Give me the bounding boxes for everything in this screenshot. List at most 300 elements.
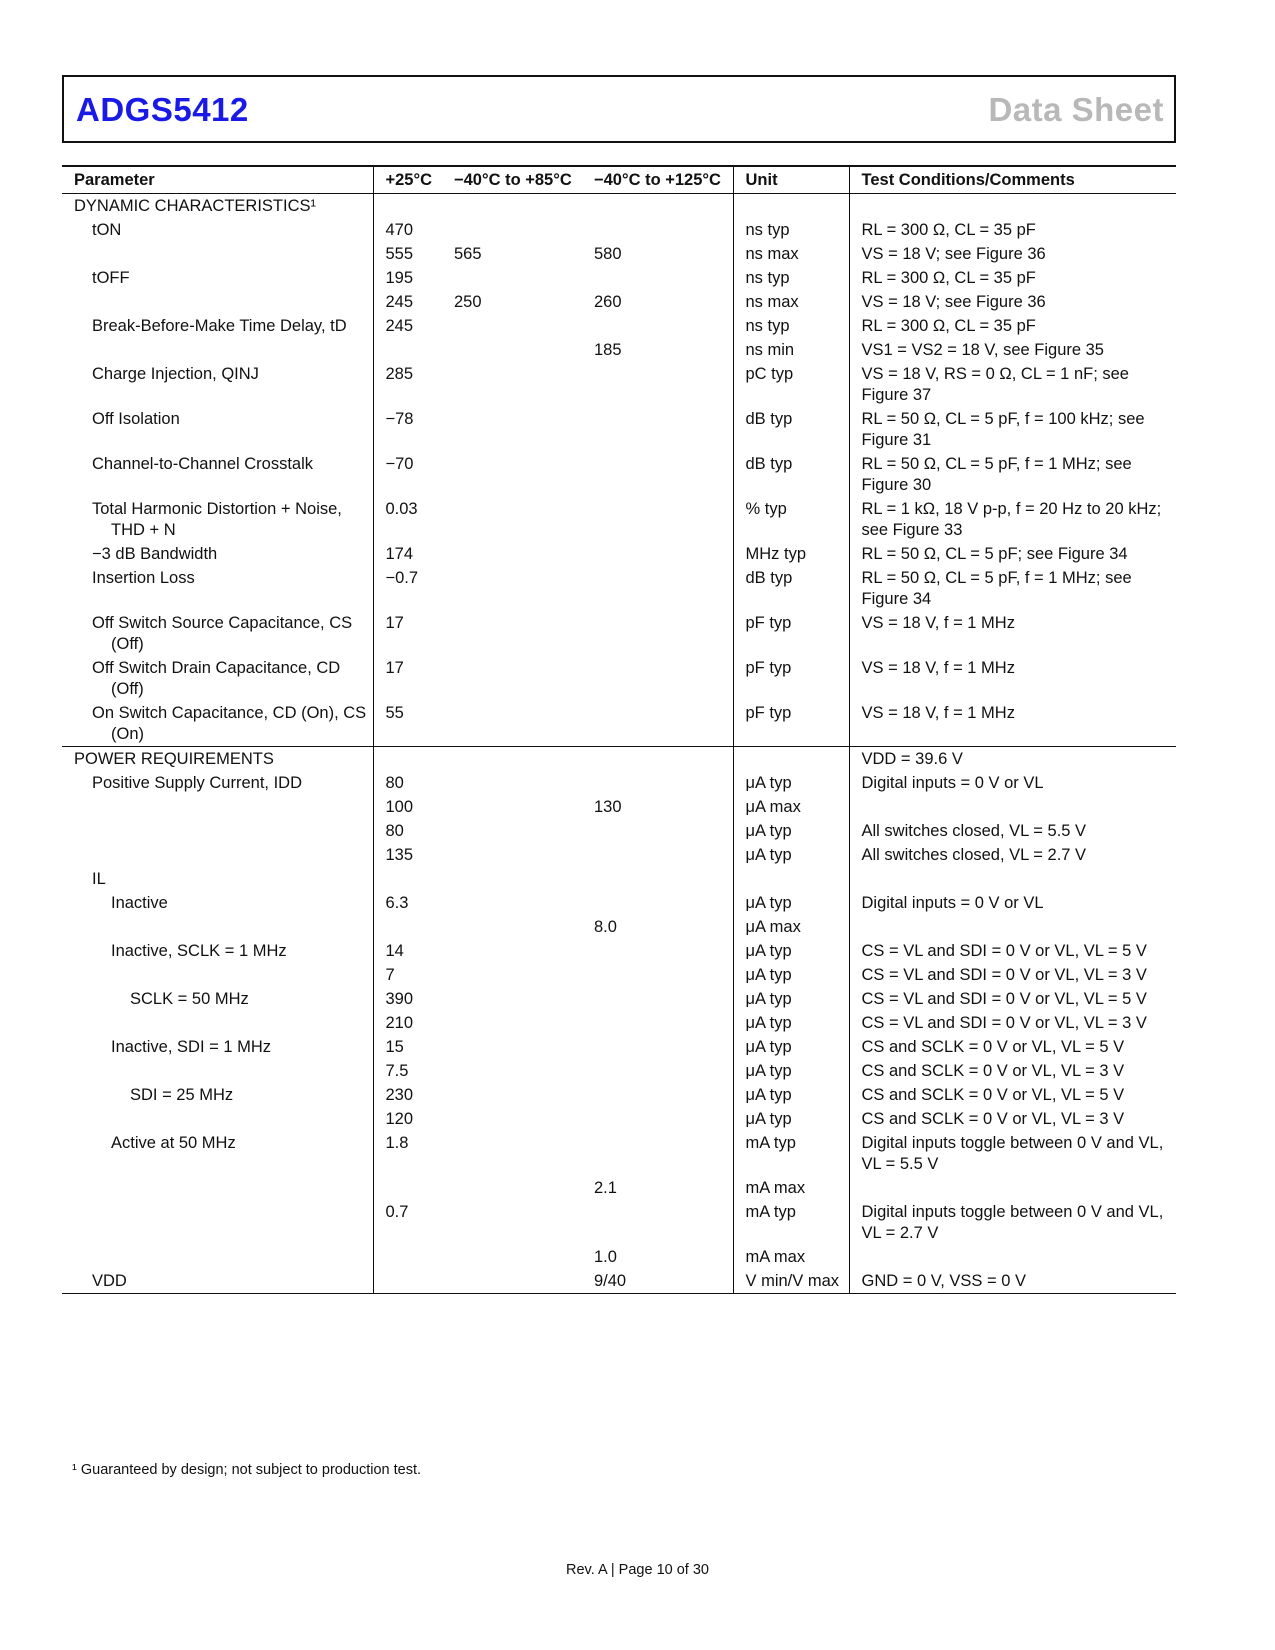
cell-125c: [582, 1059, 733, 1083]
cell-parameter-text: Inactive: [111, 894, 168, 912]
cell-parameter-text: Positive Supply Current, IDD: [92, 774, 302, 792]
cell-85c: [442, 1035, 582, 1059]
cell-unit-text: pF typ: [745, 704, 792, 722]
cell-unit-text: μA typ: [745, 1014, 792, 1032]
cell-test-conditions: [849, 891, 1176, 915]
cell-25c-text: 120: [385, 1110, 414, 1128]
cell-parameter: [62, 915, 373, 939]
cell-test-conditions-text: RL = 50 Ω, CL = 5 pF, f = 1 MHz; see Figure 34: [861, 569, 1132, 608]
cell-85c: [442, 194, 582, 219]
table-row: [62, 656, 1176, 701]
cell-unit: [733, 362, 849, 407]
cell-parameter-text: Channel-to-Channel Crosstalk: [92, 455, 314, 473]
cell-125c: [582, 747, 733, 772]
table-row: [62, 497, 1176, 542]
cell-125c: [582, 987, 733, 1011]
cell-125c: [582, 242, 733, 266]
cell-125c-text: 185: [594, 341, 622, 359]
cell-test-conditions: [849, 1131, 1176, 1176]
cell-unit-text: dB typ: [745, 455, 793, 473]
cell-unit: [733, 1269, 849, 1294]
cell-parameter: [62, 1245, 373, 1269]
cell-unit: [733, 701, 849, 747]
cell-25c: [373, 1269, 442, 1294]
cell-85c: [442, 987, 582, 1011]
cell-25c-text: 80: [385, 774, 404, 792]
table-row: [62, 891, 1176, 915]
cell-parameter: [62, 1269, 373, 1294]
cell-unit: [733, 314, 849, 338]
cell-25c: [373, 314, 442, 338]
cell-25c: [373, 747, 442, 772]
cell-85c: [442, 1107, 582, 1131]
cell-25c: [373, 795, 442, 819]
cell-parameter: [62, 1011, 373, 1035]
cell-test-conditions-text: CS = VL and SDI = 0 V or VL, VL = 3 V: [861, 1014, 1147, 1032]
cell-85c: [442, 771, 582, 795]
cell-parameter-text: IL: [92, 870, 106, 888]
cell-test-conditions: [849, 611, 1176, 656]
cell-unit-text: pF typ: [745, 614, 792, 632]
cell-125c: [582, 611, 733, 656]
table-row: [62, 290, 1176, 314]
cell-parameter: [62, 194, 373, 219]
cell-unit: [733, 939, 849, 963]
cell-parameter: [62, 795, 373, 819]
cell-unit-text: MHz typ: [745, 545, 807, 563]
cell-25c: [373, 939, 442, 963]
table-row: [62, 1059, 1176, 1083]
cell-125c: [582, 1035, 733, 1059]
table-row: [62, 242, 1176, 266]
table-row: [62, 701, 1176, 747]
cell-85c: [442, 795, 582, 819]
cell-25c: [373, 987, 442, 1011]
cell-test-conditions-text: CS and SCLK = 0 V or VL, VL = 5 V: [861, 1086, 1125, 1104]
cell-parameter-text: SDI = 25 MHz: [130, 1086, 234, 1104]
cell-125c: [582, 1176, 733, 1200]
cell-test-conditions: [849, 314, 1176, 338]
table-row: [62, 1269, 1176, 1294]
cell-25c-text: 230: [385, 1086, 414, 1104]
cell-125c-text: 9/40: [594, 1272, 627, 1290]
cell-125c: [582, 194, 733, 219]
cell-unit-text: μA typ: [745, 774, 792, 792]
cell-85c: [442, 701, 582, 747]
table-row: [62, 1107, 1176, 1131]
cell-unit: [733, 1131, 849, 1176]
cell-parameter-text: POWER REQUIREMENTS: [74, 750, 274, 768]
cell-25c-text: 135: [385, 846, 414, 864]
cell-test-conditions: [849, 266, 1176, 290]
cell-25c: [373, 611, 442, 656]
table-row: [62, 362, 1176, 407]
cell-125c-text: 580: [594, 245, 622, 263]
cell-test-conditions: [849, 771, 1176, 795]
cell-test-conditions: [849, 915, 1176, 939]
cell-test-conditions-text: GND = 0 V, VSS = 0 V: [861, 1272, 1026, 1290]
cell-test-conditions-text: All switches closed, VL = 5.5 V: [861, 822, 1087, 840]
cell-25c: [373, 362, 442, 407]
cell-unit-text: μA typ: [745, 846, 792, 864]
cell-85c: [442, 362, 582, 407]
cell-25c: [373, 1131, 442, 1176]
table-row: [62, 1176, 1176, 1200]
cell-125c-text: 8.0: [594, 918, 617, 936]
cell-unit: [733, 566, 849, 611]
cell-125c: [582, 1011, 733, 1035]
cell-25c: [373, 891, 442, 915]
cell-125c: [582, 1107, 733, 1131]
cell-test-conditions-text: VS1 = VS2 = 18 V, see Figure 35: [861, 341, 1104, 359]
cell-125c: [582, 963, 733, 987]
table-row: [62, 867, 1176, 891]
table-row: [62, 1131, 1176, 1176]
cell-parameter-text: Inactive, SCLK = 1 MHz: [111, 942, 287, 960]
cell-125c: [582, 218, 733, 242]
cell-125c: [582, 314, 733, 338]
cell-parameter: [62, 497, 373, 542]
cell-unit: [733, 290, 849, 314]
cell-test-conditions: [849, 407, 1176, 452]
specifications-table: [62, 165, 1176, 1294]
col-header-25c: +25°C: [373, 166, 442, 194]
cell-25c-text: 0.7: [385, 1203, 409, 1221]
cell-125c: [582, 843, 733, 867]
cell-25c-text: 80: [385, 822, 404, 840]
cell-unit-text: μA typ: [745, 1038, 792, 1056]
cell-85c: [442, 747, 582, 772]
cell-unit: [733, 987, 849, 1011]
cell-parameter: [62, 1059, 373, 1083]
cell-85c: [442, 452, 582, 497]
cell-test-conditions: [849, 497, 1176, 542]
cell-125c: [582, 452, 733, 497]
table-row: [62, 194, 1176, 219]
cell-25c: [373, 1035, 442, 1059]
cell-test-conditions: [849, 242, 1176, 266]
table-row: [62, 987, 1176, 1011]
cell-parameter: [62, 987, 373, 1011]
cell-unit: [733, 338, 849, 362]
cell-test-conditions: [849, 194, 1176, 219]
cell-parameter-text: DYNAMIC CHARACTERISTICS¹: [74, 197, 317, 215]
cell-test-conditions: [849, 939, 1176, 963]
table-row: [62, 843, 1176, 867]
cell-unit-text: dB typ: [745, 410, 793, 428]
cell-test-conditions-text: VDD = 39.6 V: [861, 750, 963, 768]
cell-85c: [442, 891, 582, 915]
cell-parameter: [62, 1035, 373, 1059]
cell-85c: [442, 338, 582, 362]
cell-test-conditions: [849, 542, 1176, 566]
cell-25c: [373, 819, 442, 843]
cell-parameter: [62, 867, 373, 891]
table-row: [62, 1011, 1176, 1035]
cell-unit-text: ns typ: [745, 269, 790, 287]
cell-parameter: [62, 843, 373, 867]
col-header-test-conditions: Test Conditions/Comments: [849, 166, 1176, 194]
cell-85c-text: 565: [454, 245, 482, 263]
cell-parameter: [62, 290, 373, 314]
doc-type-label: Data Sheet: [988, 91, 1164, 128]
cell-unit-text: mA max: [745, 1179, 806, 1197]
cell-25c: [373, 701, 442, 747]
table-row: [62, 819, 1176, 843]
cell-25c-text: 470: [385, 221, 414, 239]
cell-85c: [442, 963, 582, 987]
table-row: [62, 338, 1176, 362]
cell-25c-text: 0.03: [385, 500, 418, 518]
cell-test-conditions: [849, 1269, 1176, 1294]
cell-test-conditions-text: RL = 50 Ω, CL = 5 pF, f = 1 MHz; see Figure 30: [861, 455, 1132, 494]
cell-parameter: [62, 338, 373, 362]
cell-test-conditions: [849, 452, 1176, 497]
cell-125c: [582, 819, 733, 843]
cell-unit-text: mA max: [745, 1248, 806, 1266]
cell-unit: [733, 407, 849, 452]
cell-test-conditions-text: CS = VL and SDI = 0 V or VL, VL = 5 V: [861, 990, 1147, 1008]
cell-25c: [373, 338, 442, 362]
cell-unit: [733, 867, 849, 891]
cell-25c: [373, 1011, 442, 1035]
cell-125c: [582, 1131, 733, 1176]
cell-parameter: [62, 566, 373, 611]
cell-unit: [733, 843, 849, 867]
cell-parameter-text: −3 dB Bandwidth: [92, 545, 218, 563]
cell-parameter: [62, 819, 373, 843]
cell-parameter: [62, 362, 373, 407]
cell-25c: [373, 1107, 442, 1131]
cell-parameter: [62, 242, 373, 266]
cell-unit: [733, 1200, 849, 1245]
cell-unit: [733, 194, 849, 219]
cell-25c: [373, 867, 442, 891]
cell-unit-text: μA typ: [745, 1110, 792, 1128]
cell-85c: [442, 1131, 582, 1176]
cell-25c: [373, 452, 442, 497]
cell-125c-text: 130: [594, 798, 622, 816]
cell-test-conditions: [849, 1200, 1176, 1245]
cell-125c: [582, 1083, 733, 1107]
doc-title: ADGS5412: [76, 91, 249, 128]
cell-test-conditions-text: CS and SCLK = 0 V or VL, VL = 3 V: [861, 1062, 1125, 1080]
cell-25c: [373, 1059, 442, 1083]
cell-test-conditions-text: All switches closed, VL = 2.7 V: [861, 846, 1087, 864]
cell-test-conditions-text: RL = 50 Ω, CL = 5 pF; see Figure 34: [861, 545, 1128, 563]
page-header: [62, 75, 1176, 143]
cell-parameter: [62, 1107, 373, 1131]
cell-unit-text: mA typ: [745, 1134, 796, 1152]
cell-test-conditions-text: VS = 18 V; see Figure 36: [861, 293, 1046, 311]
page-footer: Rev. A | Page 10 of 30: [566, 1562, 709, 1578]
cell-85c: [442, 266, 582, 290]
cell-unit: [733, 1083, 849, 1107]
cell-85c: [442, 407, 582, 452]
table-row: [62, 963, 1176, 987]
cell-parameter-text: Inactive, SDI = 1 MHz: [111, 1038, 272, 1056]
cell-25c: [373, 915, 442, 939]
cell-125c: [582, 497, 733, 542]
cell-unit: [733, 242, 849, 266]
cell-unit: [733, 452, 849, 497]
cell-test-conditions: [849, 656, 1176, 701]
cell-125c: [582, 1200, 733, 1245]
cell-125c: [582, 542, 733, 566]
cell-test-conditions: [849, 290, 1176, 314]
cell-test-conditions-text: Digital inputs = 0 V or VL: [861, 894, 1044, 912]
cell-unit-text: μA typ: [745, 942, 792, 960]
cell-85c: [442, 290, 582, 314]
cell-85c: [442, 1269, 582, 1294]
cell-85c: [442, 843, 582, 867]
cell-25c-text: 174: [385, 545, 414, 563]
cell-25c: [373, 242, 442, 266]
cell-test-conditions-text: VS = 18 V, RS = 0 Ω, CL = 1 nF; see Figure 37: [861, 365, 1129, 404]
cell-25c: [373, 843, 442, 867]
cell-test-conditions-text: VS = 18 V; see Figure 36: [861, 245, 1046, 263]
cell-25c-text: 210: [385, 1014, 414, 1032]
cell-125c: [582, 656, 733, 701]
cell-85c: [442, 1083, 582, 1107]
cell-25c-text: 390: [385, 990, 414, 1008]
cell-125c: [582, 362, 733, 407]
table-row: [62, 566, 1176, 611]
cell-unit: [733, 1107, 849, 1131]
cell-25c: [373, 218, 442, 242]
cell-25c: [373, 407, 442, 452]
cell-parameter-text: Off Isolation: [92, 410, 180, 428]
cell-parameter: [62, 1200, 373, 1245]
cell-unit-text: % typ: [745, 500, 787, 518]
cell-unit-text: μA max: [745, 798, 801, 816]
cell-unit-text: μA typ: [745, 1086, 792, 1104]
cell-25c-text: 15: [385, 1038, 404, 1056]
cell-test-conditions-text: VS = 18 V, f = 1 MHz: [861, 704, 1015, 722]
cell-test-conditions: [849, 1035, 1176, 1059]
table-row: [62, 407, 1176, 452]
table-row: [62, 915, 1176, 939]
cell-25c: [373, 771, 442, 795]
table-row: [62, 795, 1176, 819]
cell-parameter: [62, 656, 373, 701]
cell-25c: [373, 566, 442, 611]
cell-test-conditions: [849, 987, 1176, 1011]
cell-25c: [373, 963, 442, 987]
cell-parameter-text: Active at 50 MHz: [111, 1134, 236, 1152]
col-header-parameter: Parameter: [62, 166, 373, 194]
cell-test-conditions-text: RL = 50 Ω, CL = 5 pF, f = 100 kHz; see Figure 31: [861, 410, 1145, 449]
cell-parameter: [62, 939, 373, 963]
cell-125c: [582, 701, 733, 747]
cell-85c: [442, 1200, 582, 1245]
cell-unit: [733, 795, 849, 819]
cell-test-conditions-text: RL = 300 Ω, CL = 35 pF: [861, 317, 1036, 335]
cell-test-conditions: [849, 819, 1176, 843]
cell-125c: [582, 795, 733, 819]
cell-unit-text: μA max: [745, 918, 801, 936]
cell-test-conditions-text: CS and SCLK = 0 V or VL, VL = 5 V: [861, 1038, 1125, 1056]
cell-25c-text: 245: [385, 293, 414, 311]
cell-test-conditions: [849, 1059, 1176, 1083]
cell-125c: [582, 338, 733, 362]
cell-test-conditions-text: RL = 300 Ω, CL = 35 pF: [861, 269, 1036, 287]
table-row: [62, 611, 1176, 656]
cell-parameter: [62, 266, 373, 290]
cell-125c-text: 1.0: [594, 1248, 617, 1266]
cell-unit: [733, 819, 849, 843]
cell-25c: [373, 266, 442, 290]
cell-85c: [442, 656, 582, 701]
cell-85c: [442, 497, 582, 542]
table-row: [62, 452, 1176, 497]
cell-test-conditions-text: CS = VL and SDI = 0 V or VL, VL = 5 V: [861, 942, 1147, 960]
cell-unit-text: pC typ: [745, 365, 794, 383]
cell-test-conditions: [849, 218, 1176, 242]
cell-unit-text: μA typ: [745, 1062, 792, 1080]
cell-25c-text: 555: [385, 245, 414, 263]
cell-test-conditions-text: Digital inputs = 0 V or VL: [861, 774, 1044, 792]
cell-unit: [733, 963, 849, 987]
cell-25c-text: −0.7: [385, 569, 419, 587]
cell-unit-text: dB typ: [745, 569, 793, 587]
table-row: [62, 747, 1176, 772]
cell-parameter-text: tOFF: [92, 269, 130, 287]
cell-parameter: [62, 771, 373, 795]
cell-unit: [733, 1059, 849, 1083]
cell-parameter: [62, 452, 373, 497]
cell-125c: [582, 1245, 733, 1269]
cell-unit-text: ns typ: [745, 317, 790, 335]
cell-test-conditions-text: RL = 300 Ω, CL = 35 pF: [861, 221, 1036, 239]
cell-25c: [373, 542, 442, 566]
cell-85c: [442, 819, 582, 843]
cell-125c: [582, 771, 733, 795]
cell-test-conditions-text: VS = 18 V, f = 1 MHz: [861, 659, 1015, 677]
cell-test-conditions: [849, 1083, 1176, 1107]
cell-unit: [733, 1176, 849, 1200]
cell-25c-text: 100: [385, 798, 414, 816]
cell-25c: [373, 656, 442, 701]
cell-unit: [733, 771, 849, 795]
cell-125c: [582, 867, 733, 891]
cell-parameter: [62, 407, 373, 452]
table-row: [62, 939, 1176, 963]
cell-unit: [733, 915, 849, 939]
cell-85c: [442, 242, 582, 266]
cell-85c-text: 250: [454, 293, 482, 311]
cell-parameter: [62, 218, 373, 242]
cell-25c: [373, 1200, 442, 1245]
cell-parameter-text: VDD: [92, 1272, 127, 1290]
cell-25c-text: 195: [385, 269, 414, 287]
col-header-125c: −40°C to +125°C: [582, 166, 733, 194]
cell-85c: [442, 1011, 582, 1035]
cell-25c-text: 55: [385, 704, 404, 722]
cell-test-conditions: [849, 963, 1176, 987]
cell-85c: [442, 867, 582, 891]
cell-25c: [373, 290, 442, 314]
table-row: [62, 1200, 1176, 1245]
cell-85c: [442, 915, 582, 939]
table-row: [62, 218, 1176, 242]
cell-unit-text: μA typ: [745, 990, 792, 1008]
cell-85c: [442, 542, 582, 566]
cell-parameter-text: Off Switch Drain Capacitance, CD (Off): [92, 659, 341, 698]
cell-125c-text: 260: [594, 293, 622, 311]
cell-85c: [442, 1245, 582, 1269]
cell-25c: [373, 194, 442, 219]
